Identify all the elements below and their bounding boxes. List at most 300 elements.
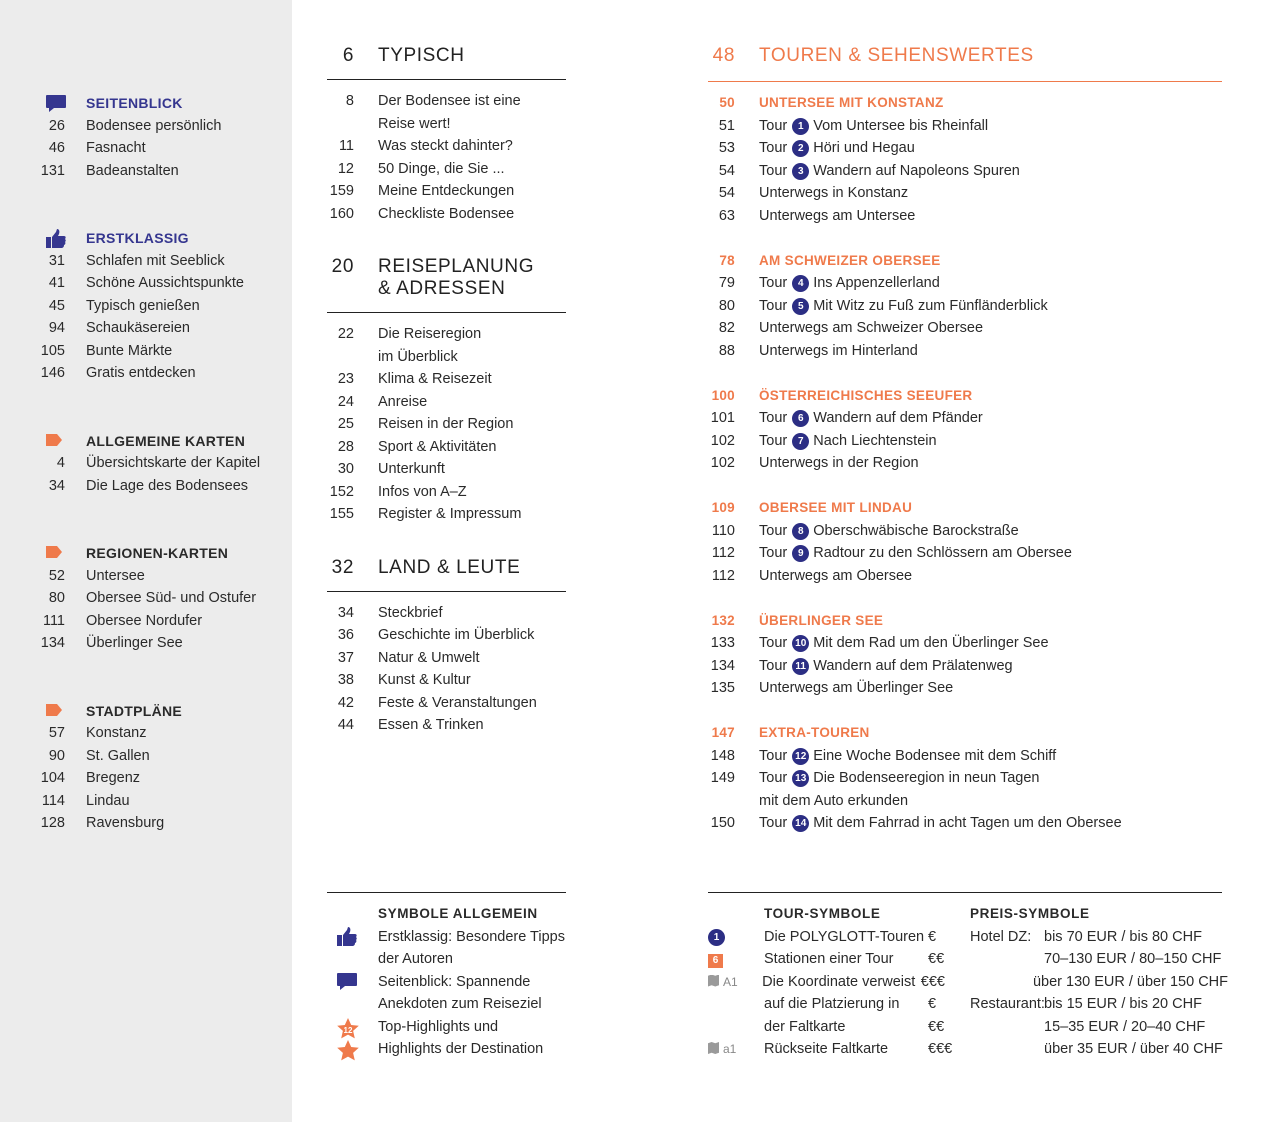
tour-number-badge: 14 [792,815,809,832]
entry-title: Bunte Märkte [86,342,173,359]
region-page: 132 [711,612,735,628]
list-item[interactable] [327,669,566,692]
tour-number-badge: 9 [792,545,809,562]
entry-title: Schlafen mit Seeblick [86,252,225,269]
entry-title: Lindau [86,792,130,809]
entry-title: Geschichte im Überblick [378,627,535,643]
list-item[interactable] [708,812,1222,835]
entry-title: Tour 6 Wandern auf dem Pfänder [759,410,983,426]
sidebar-section [29,700,260,835]
entry-title: Was steckt dahinter? [378,138,513,154]
list-item[interactable] [327,481,566,504]
sidebar-section [29,92,260,182]
entry-title: Badeanstalten [86,162,179,179]
list-item[interactable] [708,790,1222,813]
list-item[interactable] [708,520,1222,543]
list-item[interactable] [708,160,1222,183]
list-item[interactable] [29,812,260,835]
entry-title: Unterwegs in der Region [759,455,919,471]
price-category: Hotel DZ: [970,928,1032,945]
page-number: 114 [41,792,65,809]
entry-title: Unterwegs in Konstanz [759,185,909,201]
map-icon [708,1042,719,1054]
toc-middle-column [327,45,566,737]
list-item[interactable] [708,272,1222,295]
entry-title: Tour 1 Vom Untersee bis Rheinfall [759,117,989,134]
price-symbol: €€ [928,951,945,967]
legend-title: PREIS-SYMBOLE [970,906,1090,921]
page-number [327,113,354,136]
entry-title: Anreise [378,393,428,410]
tour-number-badge: 4 [792,275,809,292]
region-page: 147 [711,725,735,740]
entry-title: Essen & Trinken [378,717,484,733]
divider [327,892,566,893]
sidebar-section [29,430,260,498]
chapter-page: 20 [331,256,354,277]
page-number: 152 [329,483,354,500]
chapter-title[interactable]: LAND & LEUTE [378,556,521,578]
page-number: 57 [48,725,65,741]
entry-title: Feste & Veranstaltungen [378,694,537,711]
price-range: bis 15 EUR / bis 20 CHF [1044,996,1202,1012]
entry-title: Tour 13 Die Bodenseeregion in neun Tagen [759,770,1040,786]
page-number: 63 [718,207,735,224]
price-category: Restaurant: [970,996,1045,1012]
page-number: 94 [48,320,65,336]
list-item[interactable] [327,158,566,181]
price-symbol: €€€ [928,1041,953,1057]
section-title: SEITENBLICK [86,95,183,111]
page-number: 131 [40,162,65,179]
entry-title: Unterkunft [378,461,445,477]
thumbs-up-icon [336,926,378,949]
page-number: 79 [718,275,735,291]
page-number: 30 [337,461,354,477]
list-item[interactable] [708,565,1222,588]
list-item[interactable] [327,391,566,414]
entry-title: St. Gallen [86,747,150,764]
list-item[interactable] [708,542,1222,565]
page-number: 135 [710,680,735,696]
page-number: 90 [48,747,65,764]
entry-title: Die Lage des Bodensees [86,477,249,494]
page-number: 46 [48,140,65,156]
entry-title: Fasnacht [86,140,146,156]
star-icon [336,1016,378,1039]
page-number: 88 [718,342,735,359]
chapter-page: 48 [712,45,735,66]
price-category [970,1038,1044,1061]
list-item[interactable] [29,115,260,138]
tour-label: Tour [759,162,788,179]
speech-bubble-icon [336,971,378,994]
page-number: 102 [710,432,735,449]
page-number: 133 [710,635,735,651]
tour-circle-icon: 1 [708,929,725,946]
entry-title: Tour 8 Oberschwäbische Barockstraße [759,522,1019,539]
entry-title: Untersee [86,567,145,584]
tour-number-badge: 5 [792,298,809,315]
tour-label: Tour [759,117,788,134]
page-number: 31 [48,252,65,269]
legend-text: der Autoren [378,951,453,967]
region-page: 78 [719,252,735,268]
list-item[interactable] [708,137,1222,160]
legend-text: auf die Platzierung in [764,996,900,1012]
list-item[interactable] [29,160,260,183]
page-number: 25 [337,416,354,432]
chapter-page: 6 [342,45,354,66]
map-icon [708,975,719,987]
list-item[interactable] [708,407,1222,430]
list-item[interactable] [29,790,260,813]
page-number: 22 [337,326,354,342]
chapter-page: 32 [331,556,354,578]
price-symbol: € [928,928,937,945]
entry-title: Unterwegs am Obersee [759,567,913,584]
list-item[interactable] [327,647,566,670]
legend-tour-price [708,903,1228,1061]
list-item[interactable] [327,368,566,391]
page-number: 4 [56,455,65,471]
list-item[interactable] [29,272,260,295]
region-page: 109 [711,500,735,515]
list-item[interactable] [708,655,1222,678]
entry-title: Natur & Umwelt [378,649,480,666]
region-page: 50 [719,95,735,110]
page-number: 54 [718,162,735,179]
entry-title: 50 Dinge, die Sie ... [378,160,505,177]
tour-number-badge: 2 [792,140,809,157]
list-item[interactable] [327,436,566,459]
page-number: 82 [718,320,735,336]
list-item[interactable] [708,677,1222,700]
station-square-icon: 6 [708,954,723,968]
list-item[interactable] [708,632,1222,655]
price-category [961,971,1033,994]
tour-number-badge: 3 [792,163,809,180]
price-symbol: € [928,996,937,1012]
legend-text: Die POLYGLOTT-Touren [764,928,925,945]
list-item[interactable] [327,323,566,346]
legend-text: Top-Highlights und [378,1018,499,1035]
legend-text: Die Koordinate verweist [762,973,916,990]
page-number: 26 [48,117,65,134]
page-number: 80 [48,590,65,606]
tour-number-badge: 13 [792,770,809,787]
list-item[interactable] [29,587,260,610]
list-item[interactable] [327,346,566,369]
section-title: ERSTKLASSIG [86,230,189,246]
list-item[interactable] [29,475,260,498]
region-title[interactable]: UNTERSEE MIT KONSTANZ [759,95,944,110]
toc-chapter [327,256,566,526]
entry-title: Tour 5 Mit Witz zu Fuß zum Fünfländerblick [759,297,1048,314]
page-number [708,790,735,813]
tour-label: Tour [759,522,788,539]
page-number: 38 [337,672,354,688]
list-item[interactable] [29,317,260,340]
region-page: 100 [711,387,735,403]
page-number [327,346,354,369]
tour-label: Tour [759,432,788,449]
page-number: 45 [48,297,65,314]
legend-text: Erstklassig: Besondere Tipps [378,928,565,945]
page-number: 53 [718,140,735,156]
tour-label: Tour [759,545,788,561]
price-range: über 130 EUR / über 150 CHF [1032,973,1228,990]
entry-title: Checkliste Bodensee [378,205,515,222]
page-number: 51 [718,117,735,134]
entry-title: Kunst & Kultur [378,672,471,688]
entry-title: Tour 11 Wandern auf dem Prälatenweg [759,657,1013,674]
price-category [970,1016,1044,1039]
entry-title: Tour 4 Ins Appenzellerland [759,275,940,291]
tour-label: Tour [759,410,788,426]
entry-title: Infos von A–Z [378,483,467,500]
toc-chapter [327,45,566,225]
entry-title: Tour 9 Radtour zu den Schlössern am Obersee [759,545,1072,561]
chapter-title[interactable]: TYPISCH [378,45,465,66]
page-number: 102 [710,455,735,471]
page-number: 112 [711,545,735,561]
entry-title: Klima & Reisezeit [378,371,492,387]
list-item[interactable] [708,115,1222,138]
list-item[interactable] [327,113,566,136]
spacer [336,993,378,1016]
page-number: 44 [337,717,354,733]
page-number: 41 [48,275,65,291]
entry-title: Die Reiseregion [378,326,482,342]
page-number: 112 [711,567,735,584]
entry-title: Ravensburg [86,815,165,831]
page-number: 11 [338,138,354,154]
legend-text: Highlights der Destination [378,1041,544,1057]
list-item[interactable] [327,624,566,647]
page-number: 28 [337,438,354,455]
spacer [336,948,378,971]
page-number: 36 [337,627,354,643]
tour-number-badge: 8 [792,523,809,540]
divider [708,892,1222,893]
tour-label: Tour [759,815,788,831]
entry-title: Obersee Nordufer [86,612,203,629]
toc-region [708,92,1222,227]
legend-text: Rückseite Faltkarte [764,1041,889,1057]
entry-title: Bodensee persönlich [86,117,222,134]
entry-title: Tour 14 Mit dem Fahrrad in acht Tagen um den Obersee [759,815,1122,831]
entry-title: Der Bodensee ist eine [378,93,521,109]
list-item[interactable] [708,340,1222,363]
list-item[interactable] [708,182,1222,205]
list-item[interactable] [29,362,260,385]
entry-title: Schaukäsereien [86,320,190,336]
tour-number-badge: 6 [792,410,809,427]
entry-title: Steckbrief [378,604,443,621]
list-item[interactable] [708,430,1222,453]
tour-label: Tour [759,770,788,786]
price-category [970,948,1044,971]
thumbs-up-icon [29,227,65,250]
page-number: 155 [329,506,354,522]
legend-general [336,903,576,1061]
list-item[interactable] [327,90,566,113]
page-number: 159 [329,183,354,199]
region-title[interactable]: EXTRA-TOUREN [759,725,870,740]
list-item[interactable] [708,205,1222,228]
entry-title: Sport & Aktivitäten [378,438,497,455]
list-item[interactable] [708,767,1222,790]
page-number: 148 [710,747,735,764]
speech-bubble-icon [29,92,65,115]
page-number: 54 [718,185,735,201]
entry-title: Register & Impressum [378,506,522,522]
list-item[interactable] [327,413,566,436]
entry-title: Tour 10 Mit dem Rad um den Überlinger See [759,635,1049,651]
tour-label: Tour [759,657,788,674]
list-item[interactable] [327,714,566,737]
tour-number-badge: 12 [792,748,809,765]
tour-number-badge: 11 [792,658,809,675]
price-range: über 35 EUR / über 40 CHF [1044,1041,1223,1057]
page-number: 128 [40,815,65,831]
coordinate-label: a1 [723,1042,737,1056]
entry-title: Überlinger See [86,635,183,651]
page-number: 101 [710,410,735,426]
list-item[interactable] [327,692,566,715]
coordinate-label: A1 [723,974,738,989]
page-number: 146 [40,365,65,381]
tour-number-badge: 1 [792,118,809,135]
legend-text: der Faltkarte [764,1018,846,1035]
section-title: REGIONEN-KARTEN [86,545,229,561]
page-number: 150 [710,815,735,831]
entry-title: Übersichtskarte der Kapitel [86,455,261,471]
region-title[interactable]: OBERSEE MIT LINDAU [759,500,913,515]
region-title[interactable]: ÖSTERREICHISCHES SEEUFER [759,387,973,403]
map-tag-icon [29,700,65,723]
page-number: 23 [337,371,354,387]
entry-title: Typisch genießen [86,297,200,314]
list-item[interactable] [708,745,1222,768]
list-item[interactable] [29,137,260,160]
legend-text: Seitenblick: Spannende [378,973,531,990]
list-item[interactable] [327,503,566,526]
price-range: 70–130 EUR / 80–150 CHF [1044,951,1222,967]
page-number: 149 [710,770,735,786]
list-item[interactable] [29,340,260,363]
entry-title: Tour 12 Eine Woche Bodensee mit dem Schiff [759,747,1057,764]
svg-text:12: 12 [343,1025,353,1035]
section-title: STADTPLÄNE [86,702,183,719]
entry-title: Tour 2 Höri und Hegau [759,140,915,156]
section-title: ALLGEMEINE KARTEN [86,432,246,449]
page-number: 105 [40,342,65,359]
page-number: 134 [710,657,735,674]
toc-region [708,497,1222,587]
legend-title: TOUR-SYMBOLE [764,906,881,921]
entry-title: Reisen in der Region [378,416,514,432]
list-item[interactable] [29,565,260,588]
toc-region [708,385,1222,475]
entry-title: Unterwegs am Untersee [759,207,916,224]
list-item[interactable] [708,452,1222,475]
legend-text: Stationen einer Tour [764,951,894,967]
page-number: 42 [337,694,354,711]
list-item[interactable] [708,295,1222,318]
legend-title: SYMBOLE ALLGEMEIN [378,906,538,921]
tour-label: Tour [759,297,788,314]
entry-title: Unterwegs im Hinterland [759,342,918,359]
price-range: bis 70 EUR / bis 80 CHF [1044,928,1202,945]
list-item[interactable] [29,767,260,790]
list-item[interactable] [327,135,566,158]
list-item[interactable] [29,250,260,273]
legend-text: Anekdoten zum Reiseziel [378,996,542,1012]
list-item[interactable] [29,452,260,475]
page-number: 134 [40,635,65,651]
toc-region [708,610,1222,700]
list-item[interactable] [708,317,1222,340]
tour-label: Tour [759,747,788,764]
chapter-title[interactable]: REISEPLANUNG & ADRESSEN [378,256,535,299]
tour-number-badge: 10 [792,635,809,652]
entry-title: Konstanz [86,725,147,741]
page-number: 110 [711,522,735,539]
list-item[interactable] [29,745,260,768]
page-number: 104 [40,770,65,786]
entry-title: mit dem Auto erkunden [759,792,909,809]
sidebar-index [29,92,260,880]
region-title[interactable]: ÜBERLINGER SEE [759,612,884,628]
page-number: 37 [337,649,354,666]
map-tag-icon [29,430,65,453]
page-number: 111 [42,612,65,629]
region-title[interactable]: AM SCHWEIZER OBERSEE [759,252,941,268]
list-item[interactable] [29,610,260,633]
entry-title: Bregenz [86,770,141,786]
page-number: 80 [718,297,735,314]
entry-title: Gratis entdecken [86,365,196,381]
sidebar-section [29,227,260,385]
list-item[interactable] [327,203,566,226]
page-number: 8 [345,93,354,109]
list-item[interactable] [29,295,260,318]
page-number: 12 [337,160,354,177]
page-number: 34 [48,477,65,494]
chapter-title[interactable]: TOUREN & SEHENSWERTES [759,45,1034,66]
entry-title: Tour 3 Wandern auf Napoleons Spuren [759,162,1020,179]
entry-title: im Überblick [378,348,458,365]
map-tag-icon [29,542,65,565]
entry-title: Reise wert! [378,115,451,132]
list-item[interactable] [327,180,566,203]
star-icon [336,1038,378,1061]
list-item[interactable] [327,458,566,481]
page-number: 160 [329,205,354,222]
page-number: 52 [48,567,65,584]
toc-right-column [708,45,1222,857]
entry-title: Schöne Aussichtspunkte [86,275,244,291]
sidebar-section [29,542,260,655]
list-item[interactable] [29,632,260,655]
list-item[interactable] [29,722,260,745]
price-symbol: €€€ [920,973,945,990]
list-item[interactable] [327,602,566,625]
price-symbol: €€ [928,1018,945,1035]
entry-title: Obersee Süd- und Ostufer [86,590,257,606]
